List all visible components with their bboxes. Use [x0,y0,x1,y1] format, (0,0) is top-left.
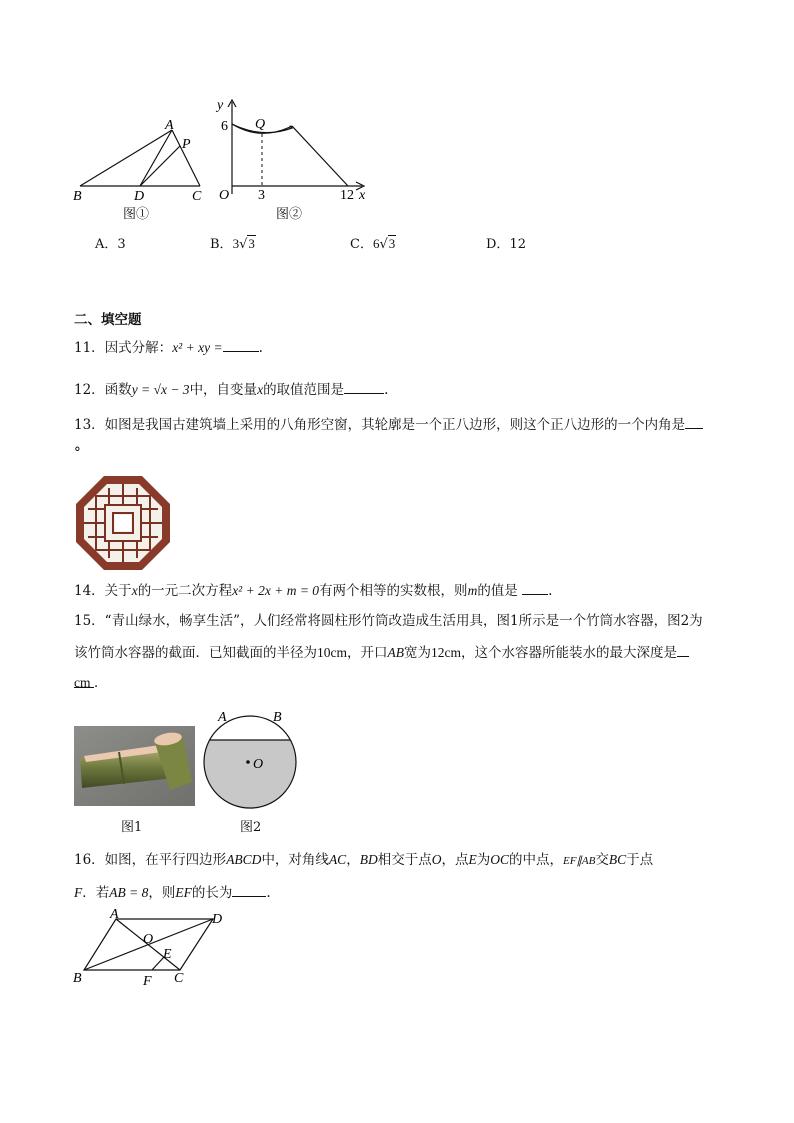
figure-2-caption: 图② [276,207,303,222]
q16-parallel: EF∥AB [562,855,596,867]
q16-abcd: ABCD [226,852,262,867]
q12-answer-blank[interactable] [344,379,384,394]
q15-radius: 10cm [317,645,347,660]
q12-post: 的取值范围是 [263,382,345,398]
q12-function: y = √x − 3 [131,382,190,397]
q15-width: 12cm [431,645,461,660]
point-label-q: Q [255,117,266,132]
point-label-p: P [182,137,191,152]
q12-end: . [384,382,389,398]
q15-line2-pre: 该竹筒水容器的截面．已知截面的半径为 [74,645,317,661]
question-12 [74,379,388,400]
q15-unit: cm [74,675,91,690]
parallelogram-label-f: F [143,974,152,989]
q14-mid: 的一元二次方程 [137,583,233,599]
q12-pre: 函数 [104,382,132,398]
q12-mid: 中，自变量 [189,382,258,398]
q16-f: 交 [595,852,609,868]
q16-pre: 16．如图，在平行四边形 [74,852,227,868]
question-16-line-1 [74,850,653,871]
q15-ab: AB [387,645,404,660]
q13-text: 13．如图是我国古建筑墙上采用的八角形空窗，其轮廓是一个正八边形，则这个正八边形的一个内角是 [74,417,686,433]
q16-answer-blank[interactable] [232,882,266,897]
section-title: 二、填空题 [74,312,142,328]
q16-line2-b: ，则 [148,885,176,901]
x-axis-label: x [359,188,366,203]
octagon-window-image [76,476,170,570]
option-a[interactable] [95,233,126,252]
question-15-line-1: 15．“青山绿水，畅享生活”，人们经常将圆柱形竹筒改造成生活用具，图1所示是一个竹筒水容器，图2为 [74,613,703,629]
q12-number: 12． [74,382,105,398]
point-label-a: A [165,118,174,133]
option-b[interactable] [210,233,256,252]
bamboo-container-photo [74,726,195,806]
option-a-value: 3 [117,237,126,252]
option-b-letter: B． [210,237,233,252]
q15-answer-blank[interactable] [677,642,689,657]
question-15-line-2 [74,642,689,663]
q15-answer-blank-cont [74,673,94,688]
sqrt-icon: √ [379,237,388,252]
q16-line2-a: ．若 [82,885,110,901]
q12-variable: x [257,382,264,397]
parallelogram-label-d: D [212,912,223,927]
parallelogram-label-b: B [73,971,82,986]
q14-equation: x² + 2x + m = 0 [232,583,320,598]
parallelogram-label-a: A [110,907,119,922]
q14-post: 有两个相等的实数根，则 [319,583,468,599]
q16-point-f: F [74,885,83,900]
q15-figure-1-caption: 图1 [121,820,143,835]
q16-a: 中，对角线 [261,852,329,868]
q16-line2-c: 的长为 [191,885,233,901]
q16-b: 相交于点 [377,852,432,868]
q16-o: O [431,852,442,867]
q14-post2: 的值是 [477,583,518,599]
q16-oc: OC [490,852,509,867]
option-c-letter: C． [350,237,373,252]
option-c-root: 3 [388,236,396,251]
option-c[interactable] [350,233,396,252]
q11-end: . [258,340,263,356]
y-axis-label: y [217,98,224,113]
q16-sep: ， [346,852,360,868]
q11-number: 11． [74,340,105,356]
circle-label-o: O [253,757,264,772]
q16-end: . [266,885,271,901]
q15-figure-2-caption: 图2 [240,820,262,835]
q11-expression: x² + xy = [172,340,223,355]
question-15-line-3 [74,673,108,693]
x-tick-label-12: 12 [340,188,354,203]
option-c-coef: 6 [372,236,380,251]
option-b-root: 3 [248,236,255,251]
q14-answer-blank[interactable] [522,580,548,595]
q14-pre: 14．关于 [74,583,132,599]
circle-label-a: A [218,710,227,725]
q15-line2-mid2: 宽为 [404,645,431,661]
option-d[interactable] [486,233,526,252]
q16-ab-eq: AB = 8 [109,885,149,900]
q16-d: 为 [476,852,491,868]
circle-label-b: B [273,710,282,725]
cross-section-circle [198,706,302,810]
sqrt-icon: √ [239,237,248,252]
y-tick-label: 6 [221,119,228,134]
point-label-c: C [192,189,202,204]
q14-variable: x [131,583,138,598]
q16-e: E [468,852,477,867]
point-label-d: D [134,189,145,204]
q16-ac: AC [328,852,347,867]
q14-m: m [467,583,478,598]
q14-end: . [548,583,553,599]
q16-ef: EF [175,885,192,900]
question-11 [74,337,263,358]
q16-bd: BD [359,852,378,867]
figure-2-graph [212,96,377,206]
q16-e-text: 的中点， [508,852,563,868]
q11-text: 因式分解： [104,340,173,356]
question-14 [74,580,552,601]
parallelogram-figure [70,906,230,990]
parallelogram-label-o: O [143,932,154,947]
q15-line2-mid: ，开口 [347,645,388,661]
point-label-b: B [73,189,82,204]
q16-bc: BC [608,852,627,867]
question-13-line-1 [74,414,703,435]
option-a-letter: A． [95,237,118,252]
figure-1-caption: 图① [123,207,150,222]
q16-g: 于点 [626,852,654,868]
option-d-value: 12 [509,237,526,252]
q15-line2-post: ，这个水容器所能装水的最大深度是 [461,645,677,661]
option-b-coef: 3 [232,236,240,251]
question-13-line-2: ° [74,445,81,461]
q16-c: ，点 [441,852,469,868]
q13-answer-blank[interactable] [685,414,703,429]
question-16-line-2 [74,882,271,903]
parallelogram-label-e: E [163,947,172,962]
x-tick-label-3: 3 [258,188,265,203]
q11-answer-blank[interactable] [223,337,259,352]
option-d-letter: D． [486,237,510,252]
q15-end: ． [94,675,108,691]
parallelogram-label-c: C [174,971,184,986]
origin-label: O [219,188,230,203]
